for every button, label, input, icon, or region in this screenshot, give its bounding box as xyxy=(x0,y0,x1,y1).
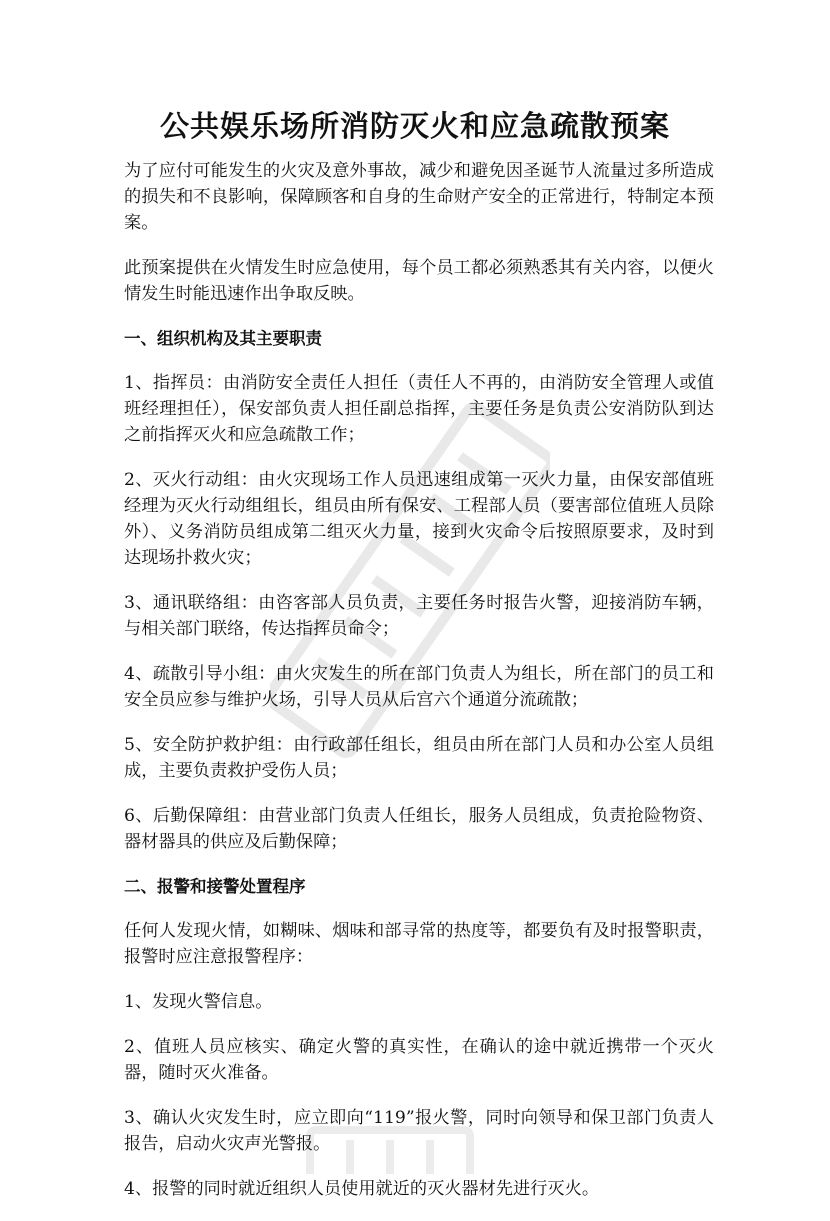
paragraph-alarm-step-3: 3、确认火灾发生时，应立即向“119”报火警，同时向领导和保卫部门负责人报告，启动火灾声光警报。 xyxy=(124,1108,714,1154)
document-body xyxy=(124,158,714,1221)
paragraph-alarm-step-2: 2、值班人员应核实、确定火警的真实性，在确认的途中就近携带一个灭火器，随时灭火准备。 xyxy=(124,1037,714,1083)
paragraph-usage: 此预案提供在火情发生时应急使用，每个员工都必须熟悉其有关内容，以便火情发生时能迅速作出争取反映。 xyxy=(124,258,714,304)
paragraph-alarm-step-1: 1、发现火警信息。 xyxy=(124,992,273,1012)
paragraph-firefighting-team: 2、灭火行动组：由火灾现场工作人员迅速组成第一灭火力量，由保安部值班经理为灭火行动组组长，组员由所有保安、工程部人员（要害部位值班人员除外）、义务消防员组成第二组灭火力量，接到火灾命令后按照原要求，及时到达现场扑救火灾； xyxy=(124,470,714,568)
section-heading-alarm: 二、报警和接警处置程序 xyxy=(124,877,306,896)
paragraph-alarm-step-4: 4、报警的同时就近组织人员使用就近的灭火器材先进行灭火。 xyxy=(124,1179,600,1199)
paragraph-logistics-team: 6、后勤保障组：由营业部门负责人任组长，服务人员组成，负责抢险物资、器材器具的供应及后勤保障； xyxy=(124,806,714,852)
paragraph-communication-team: 3、通讯联络组：由咨客部人员负责，主要任务时报告火警，迎接消防车辆，与相关部门联络，传达指挥员命令； xyxy=(124,593,714,639)
section-heading-organization: 一、组织机构及其主要职责 xyxy=(124,329,322,348)
paragraph-rescue-team: 5、安全防护救护组：由行政部任组长，组员由所在部门人员和办公室人员组成，主要负责救护受伤人员； xyxy=(124,735,714,781)
paragraph-commander: 1、指挥员：由消防安全责任人担任（责任人不再的，由消防安全管理人或值班经理担任），保安部负责人担任副总指挥，主要任务是负责公安消防队到达之前指挥灭火和应急疏散工作； xyxy=(124,373,714,445)
paragraph-intro: 为了应付可能发生的火灾及意外事故，减少和避免因圣诞节人流量过多所造成的损失和不良影响，保障顾客和自身的生命财产安全的正常进行，特制定本预案。 xyxy=(124,161,714,233)
document-title: 公共娱乐场所消防灭火和应急疏散预案 xyxy=(159,109,670,143)
paragraph-alarm-duty: 任何人发现火情，如糊味、烟味和部寻常的热度等，都要负有及时报警职责，报警时应注意报警程序： xyxy=(124,921,714,967)
paragraph-evacuation-team: 4、疏散引导小组：由火灾发生的所在部门负责人为组长，所在部门的员工和安全员应参与维护火场，引导人员从后宫六个通道分流疏散； xyxy=(124,664,714,710)
